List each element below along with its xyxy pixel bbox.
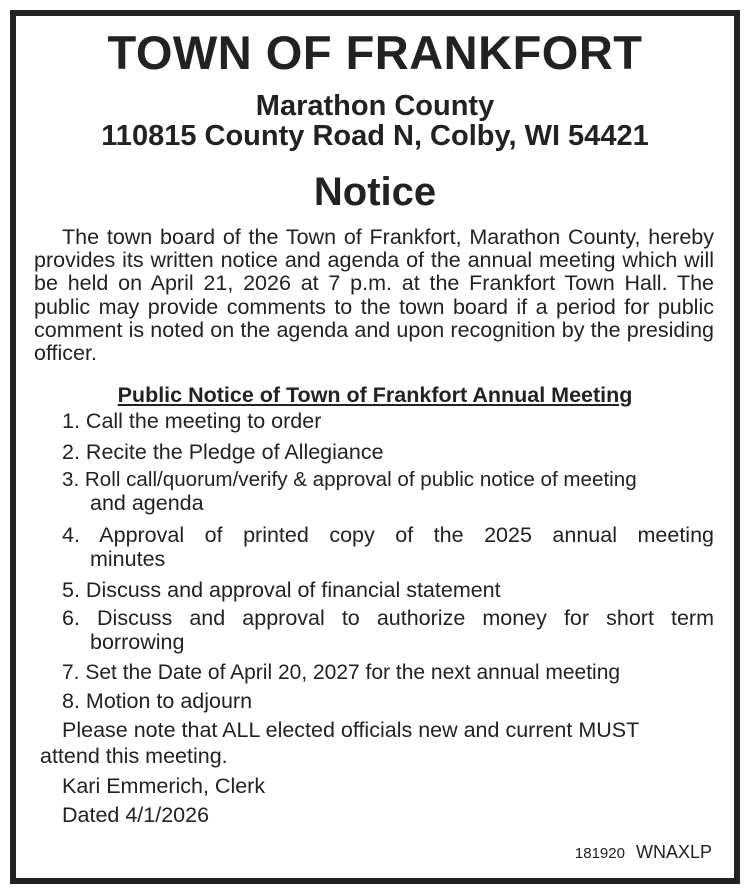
dated-line: Dated 4/1/2026: [62, 803, 210, 827]
publication-footer: [575, 842, 712, 863]
agenda-item-text: Call the meeting to order: [85, 409, 322, 433]
agenda-item-text: Recite the Pledge of Allegiance: [85, 440, 384, 464]
notice-heading: Notice: [313, 170, 437, 214]
agenda-item-number: 5.: [62, 578, 80, 602]
agenda-item: [62, 578, 501, 603]
agenda-item: [62, 689, 252, 714]
agenda-item: [62, 440, 384, 465]
agenda-item-text: Roll call/quorum/verify & approval of public notice of meeting: [84, 468, 637, 491]
agenda-item-number: 1.: [62, 409, 80, 433]
agenda-item-continuation: and agenda: [90, 491, 204, 515]
agenda-item-text: Discuss and approval to authorize money for short term: [97, 606, 714, 630]
agenda-item-number: 7.: [62, 661, 80, 684]
agenda-item-text: Motion to adjourn: [85, 689, 253, 713]
agenda-item-number: 3.: [62, 468, 80, 491]
clerk-signature: Kari Emmerich, Clerk: [62, 774, 266, 798]
agenda-item-text: Approval of printed copy of the 2025 annual meeting: [99, 523, 714, 547]
intro-paragraph: The town board of the Town of Frankfort, Marathon County, hereby provides its written notice and agenda of the annual meeting which will be held on April 21, 2026 at 7 p.m. at the Frankfort Town Hall. The public may provide comments to the town board if a period for public comment is noted on the agenda and upon recognition by the presiding officer.: [34, 225, 714, 366]
agenda-item: [62, 467, 714, 492]
county-name: Marathon County: [255, 90, 495, 122]
officials-note: Please note that ALL elected officials new and current MUST: [62, 718, 640, 742]
town-title: TOWN OF FRANKFORT: [107, 26, 643, 79]
agenda-item: [62, 409, 321, 434]
town-address: 110815 County Road N, Colby, WI 54421: [101, 120, 649, 152]
officials-note-continuation: attend this meeting.: [40, 744, 228, 768]
ad-code: 181920: [574, 845, 625, 862]
agenda-item-continuation: minutes: [90, 547, 166, 571]
agenda-item-number: 8.: [62, 689, 80, 713]
agenda-item-text: Discuss and approval of financial statement: [85, 578, 501, 602]
agenda-item: [62, 660, 714, 685]
agenda-item-continuation: borrowing: [90, 630, 185, 654]
agenda-item-number: 4.: [62, 523, 80, 547]
agenda-item: [62, 523, 714, 548]
agenda-item-number: 6.: [62, 606, 80, 630]
agenda-heading: Public Notice of Town of Frankfort Annual Meeting: [117, 383, 633, 407]
publisher-code: WNAXLP: [635, 842, 712, 862]
agenda-item-text: Set the Date of April 20, 2027 for the next annual meeting: [85, 661, 621, 684]
agenda-item-number: 2.: [62, 440, 80, 464]
agenda-item: [62, 606, 714, 631]
